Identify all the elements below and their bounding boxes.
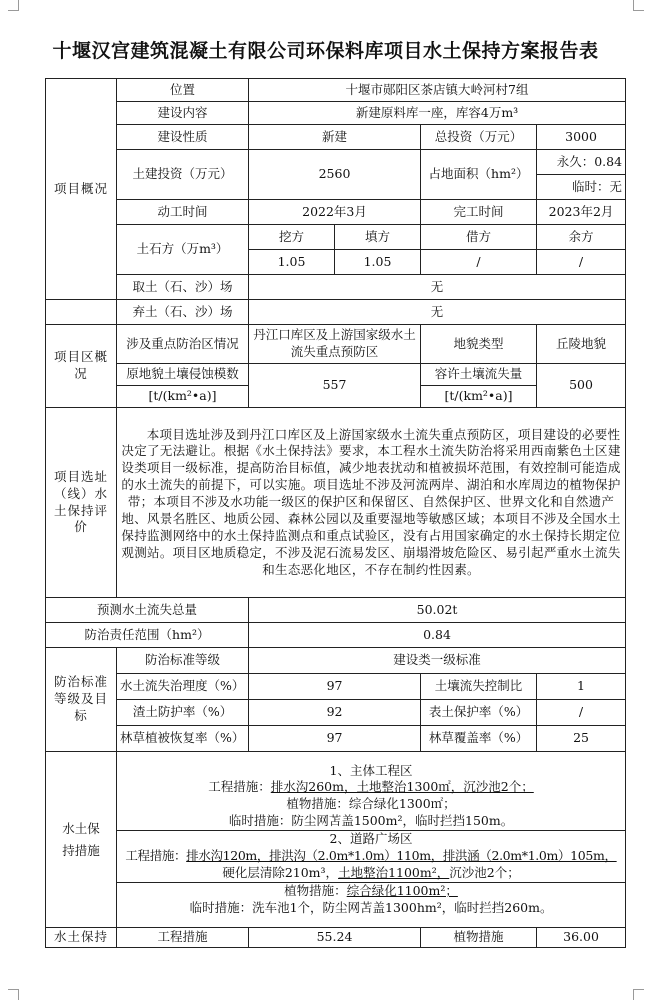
crop-mark-top-left bbox=[8, 0, 19, 11]
report-table bbox=[45, 78, 626, 948]
end-label: 完工时间 bbox=[421, 200, 537, 225]
measure-main-temporary: 临时措施：防尘网苫盖1500m²，临时拦挡150m。 bbox=[228, 813, 514, 829]
row-responsibility bbox=[46, 623, 626, 648]
standard-metric-label: 表土保护率（%） bbox=[421, 700, 537, 726]
row-standard-level bbox=[46, 648, 626, 674]
measure-main-title: 1、主体工程区 bbox=[329, 762, 413, 778]
row-nature bbox=[46, 125, 626, 150]
spoil-value: 无 bbox=[249, 300, 626, 325]
standard-metric-value: 97 bbox=[249, 674, 421, 700]
invest-engineering-value: 55.24 bbox=[249, 928, 421, 948]
allow-unit: [t/(km²•a)] bbox=[421, 386, 537, 408]
allow-label: 容许土壤流失量 bbox=[421, 364, 537, 386]
row-site-evaluation bbox=[46, 408, 626, 598]
standard-metric-label: 水土流失治理度（%） bbox=[117, 674, 249, 700]
standard-metric-value: / bbox=[537, 700, 626, 726]
loss-label: 预测水土流失总量 bbox=[46, 598, 249, 623]
earth-label: 土石方（万m³） bbox=[117, 225, 249, 275]
measure-road-title: 2、道路广场区 bbox=[117, 830, 626, 848]
section-investment: 水土保持 bbox=[46, 928, 117, 948]
end-value: 2023年2月 bbox=[537, 200, 626, 225]
borrow-label: 取土（石、沙）场 bbox=[117, 275, 249, 300]
spoil-section-blank bbox=[46, 300, 117, 325]
area-permanent: 永久：0.84 bbox=[537, 150, 626, 175]
row-erosion bbox=[46, 364, 626, 386]
measure-road-engineering: 工程措施：排水沟120m，排洪沟（2.0m*1.0m）110m，排洪涵（2.0m*1.0m）105m， bbox=[125, 847, 617, 863]
section-standard: 防治标准等级及目标 bbox=[46, 648, 117, 752]
total-invest-label: 总投资（万元） bbox=[421, 125, 537, 150]
standard-metric-value: 25 bbox=[537, 726, 626, 752]
earth-header-borrow: 借方 bbox=[421, 225, 537, 250]
earth-value-cut: 1.05 bbox=[249, 250, 335, 275]
civil-invest-value: 2560 bbox=[249, 150, 421, 200]
invest-plant-label: 植物措施 bbox=[421, 928, 537, 948]
erosion-label: 原地貌土壤侵蚀模数 bbox=[117, 364, 249, 386]
measures-content bbox=[117, 752, 626, 928]
spoil-label: 弃土（石、沙）场 bbox=[117, 300, 249, 325]
row-earth-headers bbox=[46, 225, 626, 250]
standard-metric-label: 林草覆盖率（%） bbox=[421, 726, 537, 752]
section-zone-overview: 项目区概况 bbox=[46, 325, 117, 408]
location-value: 十堰市郧阳区茶店镇大岭河村7组 bbox=[249, 79, 626, 102]
crop-mark-bottom-right bbox=[633, 989, 644, 1000]
erosion-value: 557 bbox=[249, 364, 421, 408]
row-standard-2 bbox=[46, 700, 626, 726]
invest-plant-value: 36.00 bbox=[537, 928, 626, 948]
section-measures bbox=[46, 752, 117, 928]
start-value: 2022年3月 bbox=[249, 200, 421, 225]
landform-value: 丘陵地貌 bbox=[537, 325, 626, 364]
loss-value: 50.02t bbox=[249, 598, 626, 623]
key-area-value: 丹江口库区及上游国家级水土流失重点预防区 bbox=[249, 325, 421, 364]
allow-value: 500 bbox=[537, 364, 626, 408]
responsibility-value: 0.84 bbox=[249, 623, 626, 648]
section-project-overview: 项目概况 bbox=[46, 79, 117, 300]
row-standard-3 bbox=[46, 726, 626, 752]
crop-mark-bottom-left bbox=[8, 989, 19, 1000]
civil-invest-label: 土建投资（万元） bbox=[117, 150, 249, 200]
earth-header-fill: 填方 bbox=[335, 225, 421, 250]
nature-value: 新建 bbox=[249, 125, 421, 150]
section-measures-label: 水土保持措施 bbox=[62, 820, 100, 858]
standard-level-label: 防治标准等级 bbox=[117, 648, 249, 674]
erosion-unit: [t/(km²•a)] bbox=[117, 386, 249, 408]
standard-level-value: 建设类一级标准 bbox=[249, 648, 626, 674]
row-standard-1 bbox=[46, 674, 626, 700]
standard-metric-value: 92 bbox=[249, 700, 421, 726]
section-site-evaluation: 项目选址（线）水土保持评价 bbox=[46, 408, 117, 598]
row-borrow-site bbox=[46, 275, 626, 300]
earth-value-borrow: / bbox=[421, 250, 537, 275]
crop-mark-top-right bbox=[633, 0, 644, 11]
site-evaluation-text: 本项目选址涉及到丹江口库区及上游国家级水土流失重点预防区，项目建设的必要性决定了无法避让。根据《水土保持法》要求，本工程水土流失防治将采用西南紫色土区建设类项目一级标准，提高防治目标值，减少地表扰动和植被损坏范围，有效控制可能造成的水土流失的前提下，可以实施。项目选址不涉及河流两岸、湖泊和水库周边的植物保护带；本项目不涉及水功能一级区的保护区和保留区、自然保护区、世界文化和自然遗产地、风景名胜区、地质公园、森林公园以及重要湿地等敏感区域；本项目不涉及全国水土保持监测网络中的水土保持监测点和重点试验区，没有占用国家确定的水土保持长期定位观测站。项目区地质稳定，不涉及泥石流易发区、崩塌滑坡危险区、易引起严重水土流失和生态恶化地区，不存在制约性因素。 bbox=[117, 408, 626, 598]
earth-header-surplus: 余方 bbox=[537, 225, 626, 250]
row-dates bbox=[46, 200, 626, 225]
measure-road-plant: 植物措施：综合绿化1100m²； bbox=[117, 882, 626, 900]
measure-main-plant: 植物措施：综合绿化1300㎡； bbox=[286, 796, 456, 812]
measure-road-temporary: 临时措施：洗车池1个，防尘网苫盖1300hm²，临时拦挡260m。 bbox=[189, 899, 553, 915]
standard-metric-label: 林草植被恢复率（%） bbox=[117, 726, 249, 752]
earth-value-fill: 1.05 bbox=[335, 250, 421, 275]
area-label: 占地面积（hm²） bbox=[421, 150, 537, 200]
measure-main-engineering: 工程措施：排水沟260m，土地整治1300㎡，沉沙池2个； bbox=[208, 779, 534, 795]
earth-header-cut: 挖方 bbox=[249, 225, 335, 250]
row-spoil-site bbox=[46, 300, 626, 325]
key-area-label: 涉及重点防治区情况 bbox=[117, 325, 249, 364]
standard-metric-value: 97 bbox=[249, 726, 421, 752]
row-investment bbox=[46, 928, 626, 948]
row-civil-invest bbox=[46, 150, 626, 175]
location-label: 位置 bbox=[117, 79, 249, 102]
start-label: 动工时间 bbox=[117, 200, 249, 225]
borrow-value: 无 bbox=[249, 275, 626, 300]
document-title: 十堰汉宫建筑混凝土有限公司环保料库项目水土保持方案报告表 bbox=[52, 40, 599, 62]
standard-metric-label: 渣土防护率（%） bbox=[117, 700, 249, 726]
content-label: 建设内容 bbox=[117, 102, 249, 125]
area-temporary: 临时：无 bbox=[537, 175, 626, 200]
row-measures bbox=[46, 752, 626, 928]
measure-road-engineering-cont: 硬化层清除210m³，土地整治1100m²，沉沙池2个； bbox=[222, 864, 520, 880]
total-invest-value: 3000 bbox=[537, 125, 626, 150]
invest-engineering-label: 工程措施 bbox=[117, 928, 249, 948]
row-location bbox=[46, 79, 626, 102]
standard-metric-value: 1 bbox=[537, 674, 626, 700]
earth-value-surplus: / bbox=[537, 250, 626, 275]
landform-label: 地貌类型 bbox=[421, 325, 537, 364]
responsibility-label: 防治责任范围（hm²） bbox=[46, 623, 249, 648]
row-key-area bbox=[46, 325, 626, 364]
row-loss bbox=[46, 598, 626, 623]
standard-metric-label: 土壤流失控制比 bbox=[421, 674, 537, 700]
row-content bbox=[46, 102, 626, 125]
content-value: 新建原料库一座，库容4万m³ bbox=[249, 102, 626, 125]
nature-label: 建设性质 bbox=[117, 125, 249, 150]
